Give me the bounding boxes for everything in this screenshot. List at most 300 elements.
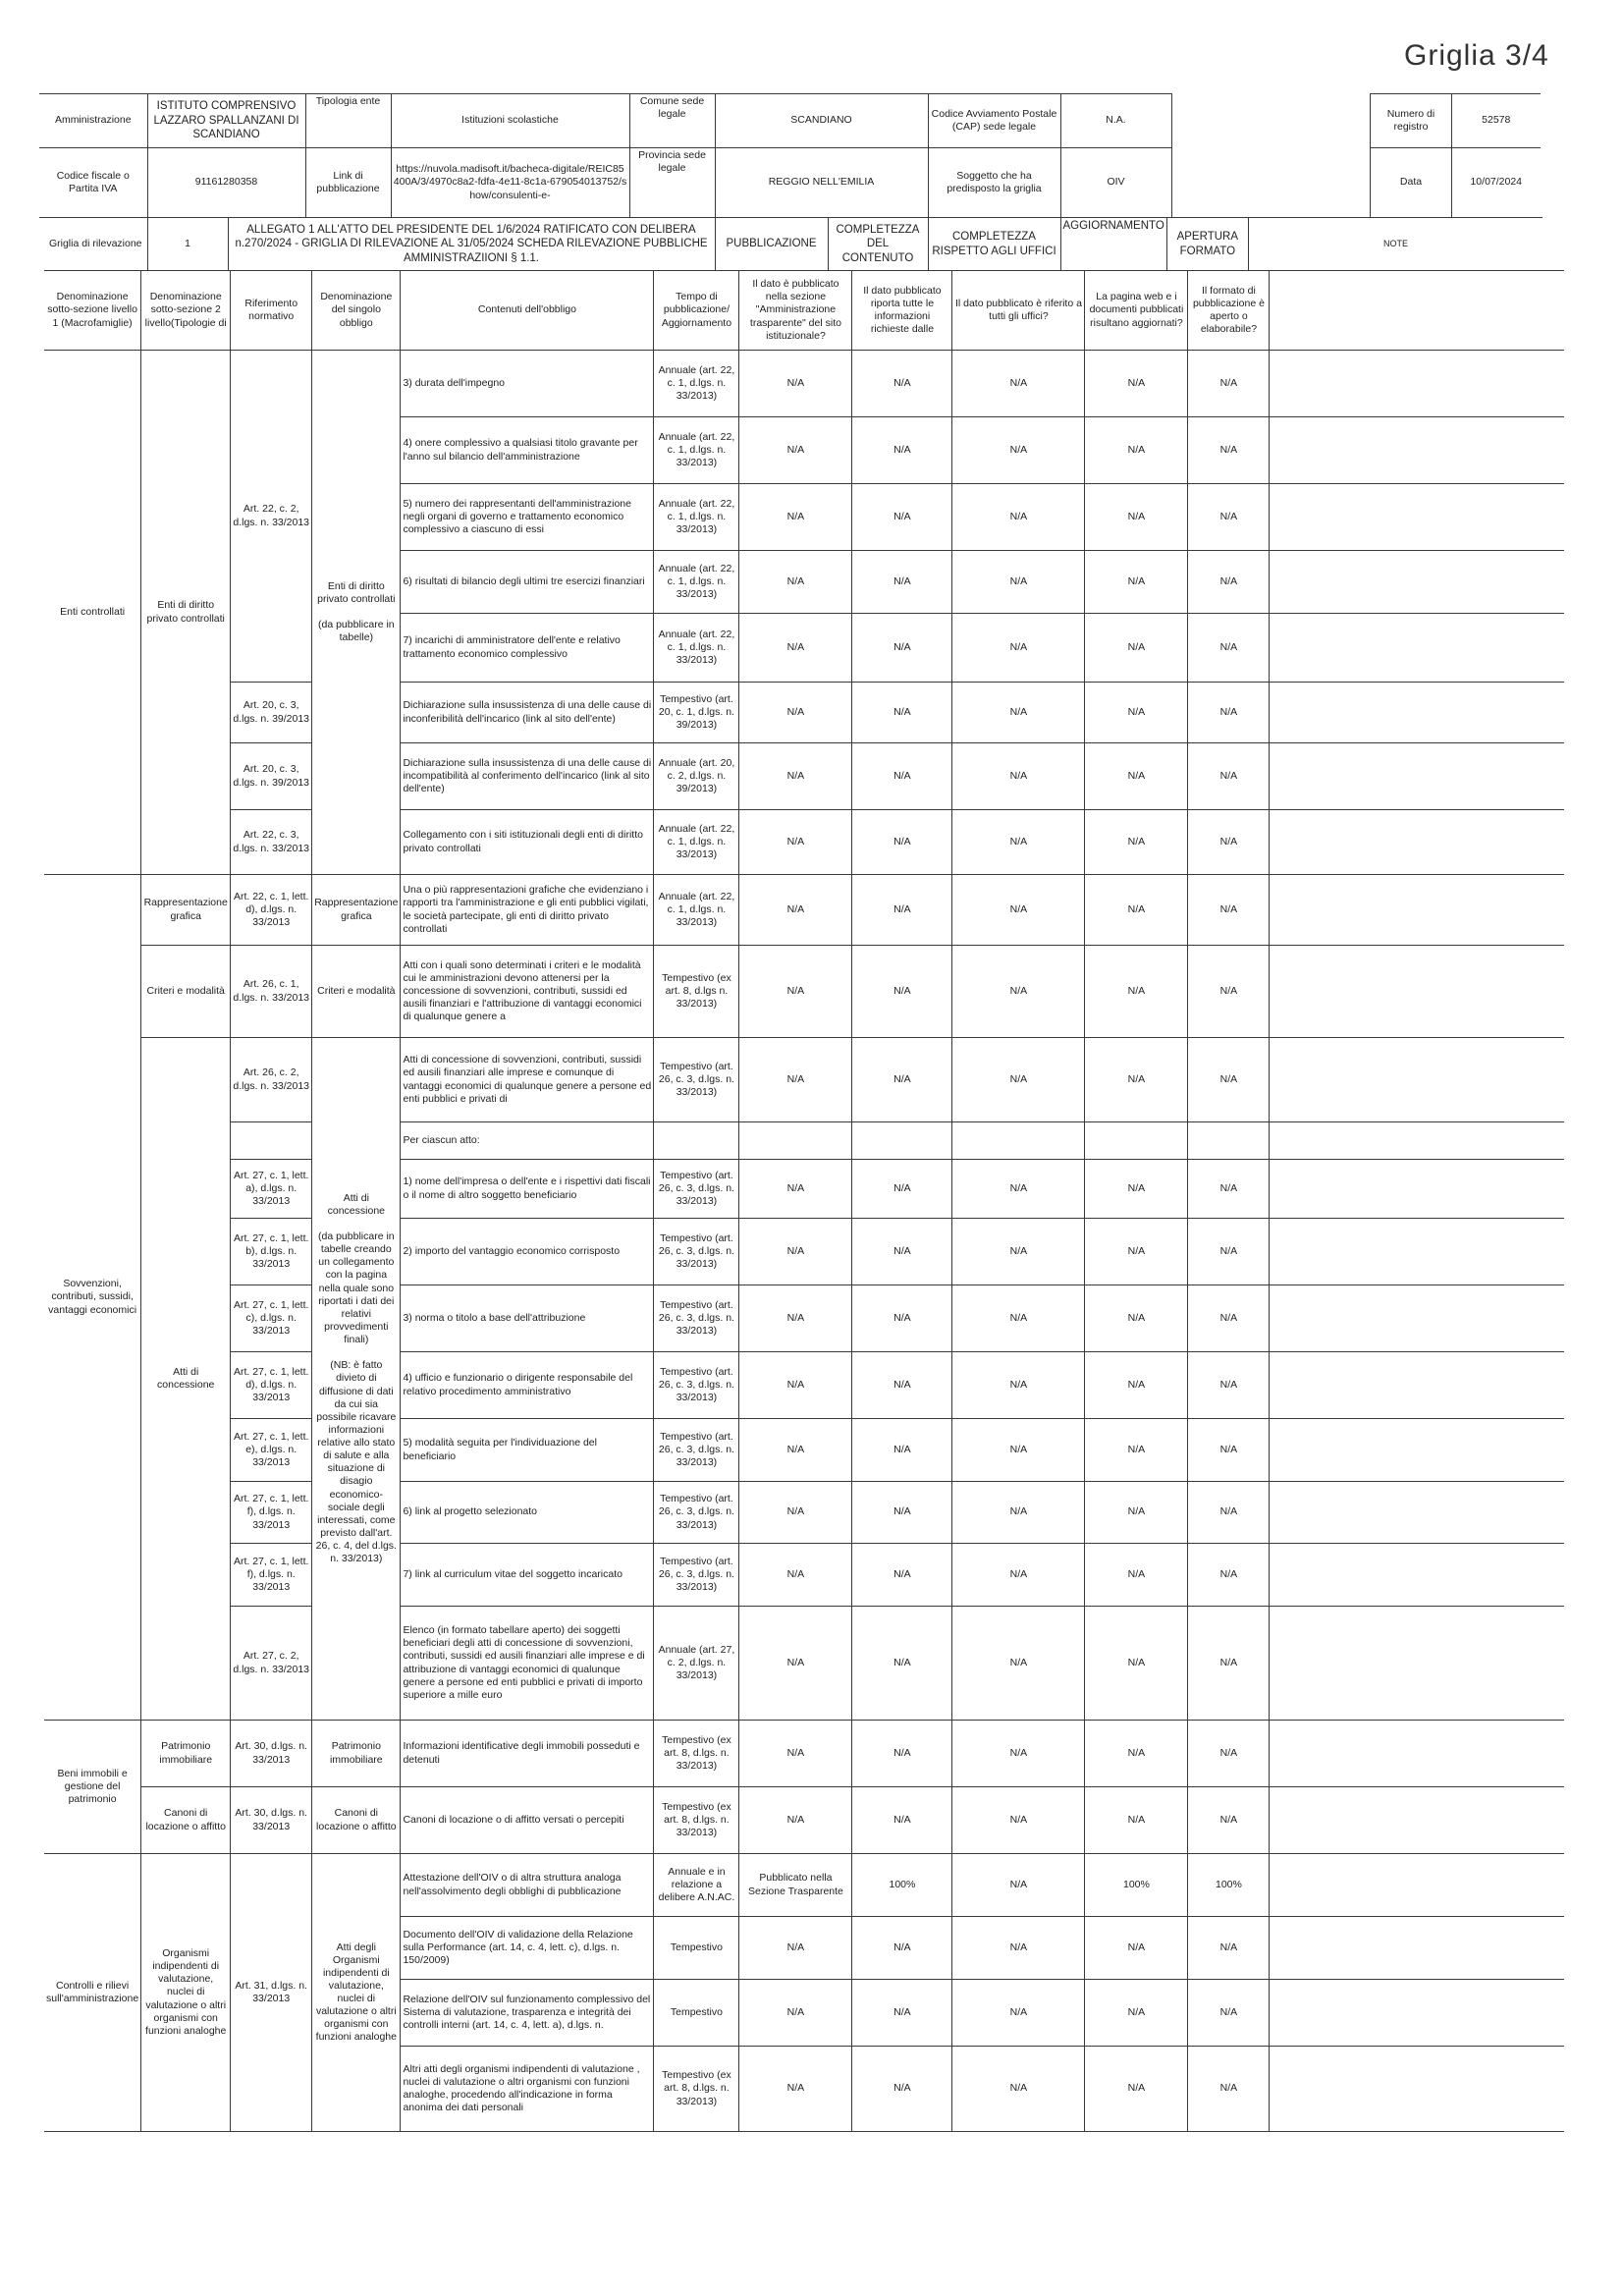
allegato-title: ALLEGATO 1 ALL'ATTO DEL PRESIDENTE DEL 1/6/2024 RATIFICATO CON DELIBERA n.270/2024 - GRIGLIA DI RILEVAZIONE AL 31/05/2024 SCHEDA RILEVAZIONE PUBBLICHE AMMINISTRAZIIONI § 1.1.: [228, 218, 715, 271]
contenuto-cell: Informazioni identificative degli immobili posseduti e detenuti: [401, 1721, 654, 1787]
value-completezza-contenuto: N/A: [852, 2047, 952, 2132]
note-cell[interactable]: [1270, 1122, 1564, 1160]
value-completezza-uffici: N/A: [952, 946, 1085, 1038]
value-aggiornamento: N/A: [1085, 875, 1188, 946]
column-header-row: [44, 271, 1564, 351]
registro-value: 52578: [1452, 94, 1541, 148]
obbligo-cell: Canoni di locazione o affitto: [312, 1787, 401, 1854]
table-row: [44, 1285, 1564, 1352]
value-completezza-uffici: N/A: [952, 351, 1085, 417]
value-pubblicazione: N/A: [739, 1038, 852, 1122]
value-apertura-formato: N/A: [1188, 1038, 1270, 1122]
value-apertura-formato: N/A: [1188, 1787, 1270, 1854]
note-cell[interactable]: [1270, 1038, 1564, 1122]
tempo-cell: Annuale (art. 22, c. 1, d.lgs. n. 33/2013): [654, 351, 739, 417]
note-cell[interactable]: [1270, 2047, 1564, 2132]
note-cell[interactable]: [1270, 1482, 1564, 1544]
value-completezza-contenuto: N/A: [852, 614, 952, 683]
cap-label: Codice Avviamento Postale (CAP) sede legale: [928, 94, 1060, 148]
riferimento-cell: Art. 20, c. 3, d.lgs. n. 39/2013: [231, 743, 312, 810]
note-cell[interactable]: [1270, 1352, 1564, 1419]
contenuto-cell: Per ciascun atto:: [401, 1122, 654, 1160]
value-completezza-uffici: N/A: [952, 1482, 1085, 1544]
sottosezione-cell: Canoni di locazione o affitto: [141, 1787, 231, 1854]
riferimento-cell: Art. 26, c. 1, d.lgs. n. 33/2013: [231, 946, 312, 1038]
griglia-row: [44, 217, 1543, 271]
value-completezza-uffici: [952, 1122, 1085, 1160]
criterion-completezza-contenuto: COMPLETEZZA DEL CONTENUTO: [828, 218, 928, 271]
contenuto-cell: Relazione dell'OIV sul funzionamento complessivo del Sistema di valutazione, trasparenza e integrità dei controlli interni (art. 14, c. 4, lett. a), d.lgs. n.: [401, 1980, 654, 2047]
macrofamiglia-cell: Enti controllati: [44, 351, 141, 875]
note-cell[interactable]: [1270, 1854, 1564, 1917]
value-aggiornamento: N/A: [1085, 1787, 1188, 1854]
col-header-note: [1270, 271, 1564, 351]
value-pubblicazione: N/A: [739, 1482, 852, 1544]
value-completezza-contenuto: [852, 1122, 952, 1160]
contenuto-cell: Canoni di locazione o di affitto versati o percepiti: [401, 1787, 654, 1854]
tempo-cell: Tempestivo (ex art. 8, d.lgs n. 33/2013): [654, 946, 739, 1038]
note-cell[interactable]: [1270, 683, 1564, 743]
value-aggiornamento: N/A: [1085, 351, 1188, 417]
tempo-cell: Tempestivo (art. 26, c. 3, d.lgs. n. 33/2013): [654, 1160, 739, 1219]
value-pubblicazione: N/A: [739, 875, 852, 946]
riferimento-cell: Art. 27, c. 1, lett. e), d.lgs. n. 33/2013: [231, 1419, 312, 1482]
contenuto-cell: 7) incarichi di amministratore dell'ente e relativo trattamento economico complessivo: [401, 614, 654, 683]
table-row: [44, 875, 1564, 946]
note-cell[interactable]: [1270, 875, 1564, 946]
tempo-cell: Annuale (art. 27, c. 2, d.lgs. n. 33/2013): [654, 1607, 739, 1721]
tempo-cell: Tempestivo (art. 20, c. 1, d.lgs. n. 39/2013): [654, 683, 739, 743]
macrofamiglia-cell: Beni immobili e gestione del patrimonio: [44, 1721, 141, 1854]
table-row: [44, 1038, 1564, 1122]
value-completezza-contenuto: 100%: [852, 1854, 952, 1917]
value-completezza-uffici: N/A: [952, 551, 1085, 614]
value-completezza-uffici: N/A: [952, 1917, 1085, 1980]
value-aggiornamento: N/A: [1085, 1285, 1188, 1352]
note-cell[interactable]: [1270, 484, 1564, 551]
comune-label: Comune sede legale: [629, 94, 715, 148]
value-apertura-formato: 100%: [1188, 1854, 1270, 1917]
value-apertura-formato: N/A: [1188, 351, 1270, 417]
value-completezza-contenuto: N/A: [852, 1038, 952, 1122]
note-cell[interactable]: [1270, 1721, 1564, 1787]
amministrazione-label: Amministrazione: [39, 94, 147, 148]
value-aggiornamento: N/A: [1085, 484, 1188, 551]
obbligo-cell: Atti di concessione (da pubblicare in tabelle creando un collegamento con la pagina nella quale sono riportati i dati dei relativi provvedimenti finali) (NB: è fatto divieto di diffusione di dati da cui sia possibile ricavare informazioni relative allo stato di salute e alla situazione di disagio economico-sociale degli interessati, come previsto dall'art. 26, c. 4, del d.lgs. n. 33/2013): [312, 1038, 401, 1721]
tempo-cell: Tempestivo (art. 26, c. 3, d.lgs. n. 33/2013): [654, 1285, 739, 1352]
contenuto-cell: Dichiarazione sulla insussistenza di una delle cause di incompatibilità al conferimento dell'incarico (link al sito dell'ente): [401, 743, 654, 810]
contenuto-cell: 4) onere complessivo a qualsiasi titolo gravante per l'anno sul bilancio dell'amministrazione: [401, 417, 654, 484]
link-value[interactable]: https://nuvola.madisoft.it/bacheca-digitale/REIC85400A/3/4970c8a2-fdfa-4e11-8c1a-679054013752/show/consulenti-e-: [391, 148, 629, 218]
note-cell[interactable]: [1270, 614, 1564, 683]
value-pubblicazione: N/A: [739, 1160, 852, 1219]
value-pubblicazione: N/A: [739, 351, 852, 417]
table-row: [44, 1122, 1564, 1160]
data-label: Data: [1371, 148, 1452, 218]
header-info-table: [39, 93, 1172, 218]
griglia-value: 1: [147, 218, 228, 271]
col-header-livello1: Denominazione sotto-sezione livello 1 (Macrofamiglie): [44, 271, 141, 351]
value-pubblicazione: N/A: [739, 683, 852, 743]
note-cell[interactable]: [1270, 810, 1564, 875]
value-apertura-formato: N/A: [1188, 1285, 1270, 1352]
obbligo-cell: Criteri e modalità: [312, 946, 401, 1038]
provincia-value: REGGIO NELL'EMILIA: [715, 148, 928, 218]
value-apertura-formato: N/A: [1188, 1917, 1270, 1980]
value-aggiornamento: N/A: [1085, 1219, 1188, 1285]
obblighi-table: [44, 270, 1564, 2132]
tempo-cell: Annuale (art. 20, c. 2, d.lgs. n. 39/2013): [654, 743, 739, 810]
value-aggiornamento: N/A: [1085, 1038, 1188, 1122]
col-header-completezza-uffici: Il dato pubblicato è riferito a tutti gli uffici?: [952, 271, 1085, 351]
value-completezza-uffici: N/A: [952, 1352, 1085, 1419]
value-completezza-uffici: N/A: [952, 810, 1085, 875]
data-value: 10/07/2024: [1452, 148, 1541, 218]
value-pubblicazione: N/A: [739, 1980, 852, 2047]
riferimento-cell: Art. 27, c. 1, lett. c), d.lgs. n. 33/2013: [231, 1285, 312, 1352]
tempo-cell: Annuale (art. 22, c. 1, d.lgs. n. 33/2013): [654, 551, 739, 614]
value-completezza-contenuto: N/A: [852, 1160, 952, 1219]
obbligo-cell: Patrimonio immobiliare: [312, 1721, 401, 1787]
contenuto-cell: Attestazione dell'OIV o di altra struttura analoga nell'assolvimento degli obblighi di pubblicazione: [401, 1854, 654, 1917]
value-completezza-uffici: N/A: [952, 1419, 1085, 1482]
value-apertura-formato: N/A: [1188, 2047, 1270, 2132]
value-pubblicazione: Pubblicato nella Sezione Trasparente: [739, 1854, 852, 1917]
riferimento-cell: Art. 27, c. 1, lett. a), d.lgs. n. 33/2013: [231, 1160, 312, 1219]
value-apertura-formato: N/A: [1188, 1607, 1270, 1721]
table-row: [44, 1787, 1564, 1854]
tempo-cell: Annuale (art. 22, c. 1, d.lgs. n. 33/2013): [654, 484, 739, 551]
value-completezza-contenuto: N/A: [852, 1285, 952, 1352]
note-cell[interactable]: [1270, 1980, 1564, 2047]
tempo-cell: Tempestivo (art. 26, c. 3, d.lgs. n. 33/2013): [654, 1352, 739, 1419]
value-completezza-contenuto: N/A: [852, 1544, 952, 1607]
value-completezza-contenuto: N/A: [852, 1917, 952, 1980]
contenuto-cell: Altri atti degli organismi indipendenti di valutazione , nuclei di valutazione o altri organismi con funzioni analoghe, procedendo all'indicazione in forma anonima dei dati personali: [401, 2047, 654, 2132]
note-cell[interactable]: [1270, 1787, 1564, 1854]
tempo-cell: Tempestivo (art. 26, c. 3, d.lgs. n. 33/2013): [654, 1219, 739, 1285]
tempo-cell: Annuale (art. 22, c. 1, d.lgs. n. 33/2013): [654, 810, 739, 875]
riferimento-cell: Art. 22, c. 1, lett. d), d.lgs. n. 33/2013: [231, 875, 312, 946]
value-apertura-formato: N/A: [1188, 1352, 1270, 1419]
tempo-cell: Tempestivo (art. 26, c. 3, d.lgs. n. 33/2013): [654, 1038, 739, 1122]
value-aggiornamento: N/A: [1085, 1160, 1188, 1219]
value-pubblicazione: N/A: [739, 1607, 852, 1721]
value-completezza-contenuto: N/A: [852, 1980, 952, 2047]
value-pubblicazione: N/A: [739, 1285, 852, 1352]
col-header-riferimento: Riferimento normativo: [231, 271, 312, 351]
value-aggiornamento: N/A: [1085, 1980, 1188, 2047]
note-cell[interactable]: [1270, 1917, 1564, 1980]
note-cell[interactable]: [1270, 417, 1564, 484]
note-cell[interactable]: [1270, 1607, 1564, 1721]
note-cell[interactable]: [1270, 1544, 1564, 1607]
contenuto-cell: 4) ufficio e funzionario o dirigente responsabile del relativo procedimento amministrativo: [401, 1352, 654, 1419]
value-pubblicazione: N/A: [739, 551, 852, 614]
value-completezza-uffici: N/A: [952, 417, 1085, 484]
col-header-contenuti: Contenuti dell'obbligo: [401, 271, 654, 351]
contenuto-cell: Atti di concessione di sovvenzioni, contributi, sussidi ed ausili finanziari alle imprese e comunque di vantaggi economici di qualunque genere a persone ed enti pubblici e privati di: [401, 1038, 654, 1122]
comune-value: SCANDIANO: [715, 94, 928, 148]
value-apertura-formato: N/A: [1188, 875, 1270, 946]
value-apertura-formato: N/A: [1188, 551, 1270, 614]
sottosezione-cell: Atti di concessione: [141, 1038, 231, 1721]
riferimento-cell: Art. 27, c. 1, lett. b), d.lgs. n. 33/2013: [231, 1219, 312, 1285]
riferimento-cell: Art. 20, c. 3, d.lgs. n. 39/2013: [231, 683, 312, 743]
value-completezza-uffici: N/A: [952, 1038, 1085, 1122]
value-aggiornamento: N/A: [1085, 614, 1188, 683]
value-completezza-uffici: N/A: [952, 1219, 1085, 1285]
table-row: [44, 1721, 1564, 1787]
contenuto-cell: 6) risultati di bilancio degli ultimi tre esercizi finanziari: [401, 551, 654, 614]
note-cell[interactable]: [1270, 551, 1564, 614]
riferimento-cell: Art. 30, d.lgs. n. 33/2013: [231, 1787, 312, 1854]
value-pubblicazione: N/A: [739, 1787, 852, 1854]
tempo-cell: Tempestivo (art. 26, c. 3, d.lgs. n. 33/2013): [654, 1482, 739, 1544]
tempo-cell: Annuale (art. 22, c. 1, d.lgs. n. 33/2013): [654, 614, 739, 683]
col-header-livello2: Denominazione sotto-sezione 2 livello(Tipologie di: [141, 271, 231, 351]
value-completezza-uffici: N/A: [952, 614, 1085, 683]
note-label: NOTE: [1248, 218, 1543, 271]
value-pubblicazione: N/A: [739, 1917, 852, 1980]
page-title: Griglia 3/4: [1404, 39, 1549, 72]
riferimento-cell: Art. 27, c. 1, lett. f), d.lgs. n. 33/2013: [231, 1482, 312, 1544]
value-completezza-uffici: N/A: [952, 484, 1085, 551]
riferimento-cell: [231, 1122, 312, 1160]
value-pubblicazione: N/A: [739, 1544, 852, 1607]
table-row: [44, 810, 1564, 875]
col-header-apertura: Il formato di pubblicazione è aperto o elaborabile?: [1188, 271, 1270, 351]
value-apertura-formato: N/A: [1188, 1721, 1270, 1787]
value-apertura-formato: N/A: [1188, 810, 1270, 875]
value-pubblicazione: N/A: [739, 1419, 852, 1482]
contenuto-cell: Elenco (in formato tabellare aperto) dei soggetti beneficiari degli atti di concessione di sovvenzioni, contributi, sussidi ed ausili finanziari alle imprese e di attribuzione di vantaggi economici di qualunque genere a persone ed enti pubblici e privati di importo superiore a mille euro: [401, 1607, 654, 1721]
value-completezza-contenuto: N/A: [852, 484, 952, 551]
note-cell[interactable]: [1270, 1160, 1564, 1219]
codice-fiscale-label: Codice fiscale o Partita IVA: [39, 148, 147, 218]
value-pubblicazione: [739, 1122, 852, 1160]
table-row: [44, 1160, 1564, 1219]
value-completezza-contenuto: N/A: [852, 946, 952, 1038]
contenuto-cell: 2) importo del vantaggio economico corrisposto: [401, 1219, 654, 1285]
tempo-cell: Annuale (art. 22, c. 1, d.lgs. n. 33/2013): [654, 417, 739, 484]
macrofamiglia-cell: Controlli e rilievi sull'amministrazione: [44, 1854, 141, 2132]
value-completezza-contenuto: N/A: [852, 875, 952, 946]
table-row: [44, 1219, 1564, 1285]
tipologia-label: Tipologia ente: [305, 94, 391, 148]
note-cell[interactable]: [1270, 351, 1564, 417]
contenuto-cell: 3) norma o titolo a base dell'attribuzione: [401, 1285, 654, 1352]
tempo-cell: Annuale (art. 22, c. 1, d.lgs. n. 33/2013): [654, 875, 739, 946]
criterion-aggiornamento: AGGIORNAMENTO: [1060, 218, 1166, 271]
contenuto-cell: Collegamento con i siti istituzionali degli enti di diritto privato controllati: [401, 810, 654, 875]
value-apertura-formato: N/A: [1188, 683, 1270, 743]
value-completezza-contenuto: N/A: [852, 743, 952, 810]
obbligo-cell: Atti degli Organismi indipendenti di valutazione, nuclei di valutazione o altri organismi con funzioni analoghe: [312, 1854, 401, 2132]
table-row: [44, 1352, 1564, 1419]
value-aggiornamento: N/A: [1085, 1917, 1188, 1980]
value-pubblicazione: N/A: [739, 743, 852, 810]
value-completezza-contenuto: N/A: [852, 1419, 952, 1482]
value-pubblicazione: N/A: [739, 614, 852, 683]
soggetto-value: OIV: [1060, 148, 1171, 218]
soggetto-label: Soggetto che ha predisposto la griglia: [928, 148, 1060, 218]
value-completezza-uffici: N/A: [952, 1607, 1085, 1721]
registro-label: Numero di registro: [1371, 94, 1452, 148]
value-apertura-formato: N/A: [1188, 1482, 1270, 1544]
provincia-label: Provincia sede legale: [629, 148, 715, 218]
note-cell[interactable]: [1270, 946, 1564, 1038]
registro-table: [1370, 93, 1541, 218]
contenuto-cell: 1) nome dell'impresa o dell'ente e i rispettivi dati fiscali o il nome di altro soggetto beneficiario: [401, 1160, 654, 1219]
value-aggiornamento: N/A: [1085, 1544, 1188, 1607]
value-pubblicazione: N/A: [739, 1721, 852, 1787]
value-completezza-uffici: N/A: [952, 1721, 1085, 1787]
value-aggiornamento: N/A: [1085, 1352, 1188, 1419]
value-completezza-uffici: N/A: [952, 743, 1085, 810]
value-completezza-uffici: N/A: [952, 1285, 1085, 1352]
value-completezza-uffici: N/A: [952, 2047, 1085, 2132]
criterion-pubblicazione: PUBBLICAZIONE: [715, 218, 828, 271]
value-apertura-formato: N/A: [1188, 1980, 1270, 2047]
value-apertura-formato: [1188, 1122, 1270, 1160]
contenuto-cell: 5) numero dei rappresentanti dell'amministrazione negli organi di governo e trattamento economico complessivo a ciascuno di essi: [401, 484, 654, 551]
value-aggiornamento: 100%: [1085, 1854, 1188, 1917]
value-aggiornamento: N/A: [1085, 1419, 1188, 1482]
value-pubblicazione: N/A: [739, 946, 852, 1038]
criterion-apertura-formato: APERTURA FORMATO: [1166, 218, 1248, 271]
col-header-completezza-contenuto: Il dato pubblicato riporta tutte le informazioni richieste dalle: [852, 271, 952, 351]
link-label: Link di pubblicazione: [305, 148, 391, 218]
value-aggiornamento: N/A: [1085, 551, 1188, 614]
contenuto-cell: 7) link al curriculum vitae del soggetto incaricato: [401, 1544, 654, 1607]
value-apertura-formato: N/A: [1188, 484, 1270, 551]
col-header-obbligo: Denominazione del singolo obbligo: [312, 271, 401, 351]
tempo-cell: Tempestivo: [654, 1980, 739, 2047]
value-completezza-contenuto: N/A: [852, 1219, 952, 1285]
col-header-tempo: Tempo di pubblicazione/ Aggiornamento: [654, 271, 739, 351]
value-apertura-formato: N/A: [1188, 1219, 1270, 1285]
contenuto-cell: Una o più rappresentazioni grafiche che evidenziano i rapporti tra l'amministrazione e gli enti pubblici vigilati, le società partecipate, gli enti di diritto privato controllati: [401, 875, 654, 946]
value-completezza-contenuto: N/A: [852, 1787, 952, 1854]
value-apertura-formato: N/A: [1188, 946, 1270, 1038]
value-completezza-uffici: N/A: [952, 1854, 1085, 1917]
value-apertura-formato: N/A: [1188, 743, 1270, 810]
contenuto-cell: Dichiarazione sulla insussistenza di una delle cause di inconferibilità dell'incarico (link al sito dell'ente): [401, 683, 654, 743]
obbligo-cell: Enti di diritto privato controllati (da pubblicare in tabelle): [312, 351, 401, 875]
value-pubblicazione: N/A: [739, 2047, 852, 2132]
value-pubblicazione: N/A: [739, 1219, 852, 1285]
criterion-completezza-uffici: COMPLETEZZA RISPETTO AGLI UFFICI: [928, 218, 1060, 271]
value-completezza-uffici: N/A: [952, 1160, 1085, 1219]
table-row: [44, 1419, 1564, 1482]
macrofamiglia-cell: Sovvenzioni, contributi, sussidi, vantaggi economici: [44, 875, 141, 1721]
value-completezza-contenuto: N/A: [852, 351, 952, 417]
tempo-cell: Tempestivo (ex art. 8, d.lgs. n. 33/2013): [654, 1721, 739, 1787]
col-header-pubblicazione: Il dato è pubblicato nella sezione "Amministrazione trasparente" del sito istituzionale?: [739, 271, 852, 351]
value-completezza-contenuto: N/A: [852, 1352, 952, 1419]
riferimento-cell: Art. 31, d.lgs. n. 33/2013: [231, 1854, 312, 2132]
sottosezione-cell: Rappresentazione grafica: [141, 875, 231, 946]
value-apertura-formato: N/A: [1188, 1544, 1270, 1607]
cap-value: N.A.: [1060, 94, 1171, 148]
value-completezza-uffici: N/A: [952, 1980, 1085, 2047]
value-aggiornamento: N/A: [1085, 1607, 1188, 1721]
riferimento-cell: Art. 30, d.lgs. n. 33/2013: [231, 1721, 312, 1787]
sottosezione-cell: Organismi indipendenti di valutazione, nuclei di valutazione o altri organismi con funzioni analoghe: [141, 1854, 231, 2132]
griglia-label: Griglia di rilevazione: [44, 218, 147, 271]
value-completezza-contenuto: N/A: [852, 1721, 952, 1787]
note-cell[interactable]: [1270, 1219, 1564, 1285]
table-body: [44, 351, 1564, 2132]
contenuto-cell: Documento dell'OIV di validazione della Relazione sulla Performance (art. 14, c. 4, lett. c), d.lgs. n. 150/2009): [401, 1917, 654, 1980]
value-completezza-contenuto: N/A: [852, 1607, 952, 1721]
value-pubblicazione: N/A: [739, 484, 852, 551]
table-row: [44, 1854, 1564, 1917]
value-aggiornamento: N/A: [1085, 1721, 1188, 1787]
tempo-cell: [654, 1122, 739, 1160]
tempo-cell: Tempestivo: [654, 1917, 739, 1980]
riferimento-cell: Art. 26, c. 2, d.lgs. n. 33/2013: [231, 1038, 312, 1122]
value-completezza-contenuto: N/A: [852, 551, 952, 614]
table-row: [44, 1544, 1564, 1607]
value-apertura-formato: N/A: [1188, 417, 1270, 484]
tempo-cell: Tempestivo (art. 26, c. 3, d.lgs. n. 33/2013): [654, 1419, 739, 1482]
note-cell[interactable]: [1270, 743, 1564, 810]
amministrazione-value: ISTITUTO COMPRENSIVO LAZZARO SPALLANZANI DI SCANDIANO: [147, 94, 305, 148]
value-completezza-uffici: N/A: [952, 1544, 1085, 1607]
value-apertura-formato: N/A: [1188, 1419, 1270, 1482]
value-aggiornamento: N/A: [1085, 743, 1188, 810]
value-completezza-contenuto: N/A: [852, 1482, 952, 1544]
table-row: [44, 683, 1564, 743]
table-row: [44, 1482, 1564, 1544]
riferimento-cell: Art. 27, c. 1, lett. d), d.lgs. n. 33/2013: [231, 1352, 312, 1419]
table-row: [44, 351, 1564, 417]
value-aggiornamento: N/A: [1085, 1482, 1188, 1544]
table-row: [44, 946, 1564, 1038]
tempo-cell: Tempestivo (ex art. 8, d.lgs. n. 33/2013): [654, 2047, 739, 2132]
sottosezione-cell: Enti di diritto privato controllati: [141, 351, 231, 875]
value-aggiornamento: N/A: [1085, 2047, 1188, 2132]
value-pubblicazione: N/A: [739, 417, 852, 484]
tempo-cell: Annuale e in relazione a delibere A.N.AC.: [654, 1854, 739, 1917]
value-aggiornamento: N/A: [1085, 810, 1188, 875]
contenuto-cell: 5) modalità seguita per l'individuazione del beneficiario: [401, 1419, 654, 1482]
value-pubblicazione: N/A: [739, 810, 852, 875]
col-header-aggiornamento: La pagina web e i documenti pubblicati risultano aggiornati?: [1085, 271, 1188, 351]
value-aggiornamento: N/A: [1085, 946, 1188, 1038]
tipologia-value: Istituzioni scolastiche: [391, 94, 629, 148]
riferimento-cell: Art. 27, c. 2, d.lgs. n. 33/2013: [231, 1607, 312, 1721]
contenuto-cell: Atti con i quali sono determinati i criteri e le modalità cui le amministrazioni devono attenersi per la concessione di sovvenzioni, contributi, sussidi ed ausili finanziari e l'attribuzione di vantaggi economici di qualunque genere a: [401, 946, 654, 1038]
riferimento-cell: Art. 27, c. 1, lett. f), d.lgs. n. 33/2013: [231, 1544, 312, 1607]
note-cell[interactable]: [1270, 1419, 1564, 1482]
contenuto-cell: 3) durata dell'impegno: [401, 351, 654, 417]
note-cell[interactable]: [1270, 1285, 1564, 1352]
table-row: [44, 1607, 1564, 1721]
riferimento-cell: Art. 22, c. 2, d.lgs. n. 33/2013: [231, 351, 312, 683]
value-pubblicazione: N/A: [739, 1352, 852, 1419]
contenuto-cell: 6) link al progetto selezionato: [401, 1482, 654, 1544]
sottosezione-cell: Criteri e modalità: [141, 946, 231, 1038]
value-completezza-uffici: N/A: [952, 683, 1085, 743]
codice-fiscale-value: 91161280358: [147, 148, 305, 218]
table-row: [44, 743, 1564, 810]
value-apertura-formato: N/A: [1188, 614, 1270, 683]
value-aggiornamento: N/A: [1085, 417, 1188, 484]
value-completezza-uffici: N/A: [952, 1787, 1085, 1854]
